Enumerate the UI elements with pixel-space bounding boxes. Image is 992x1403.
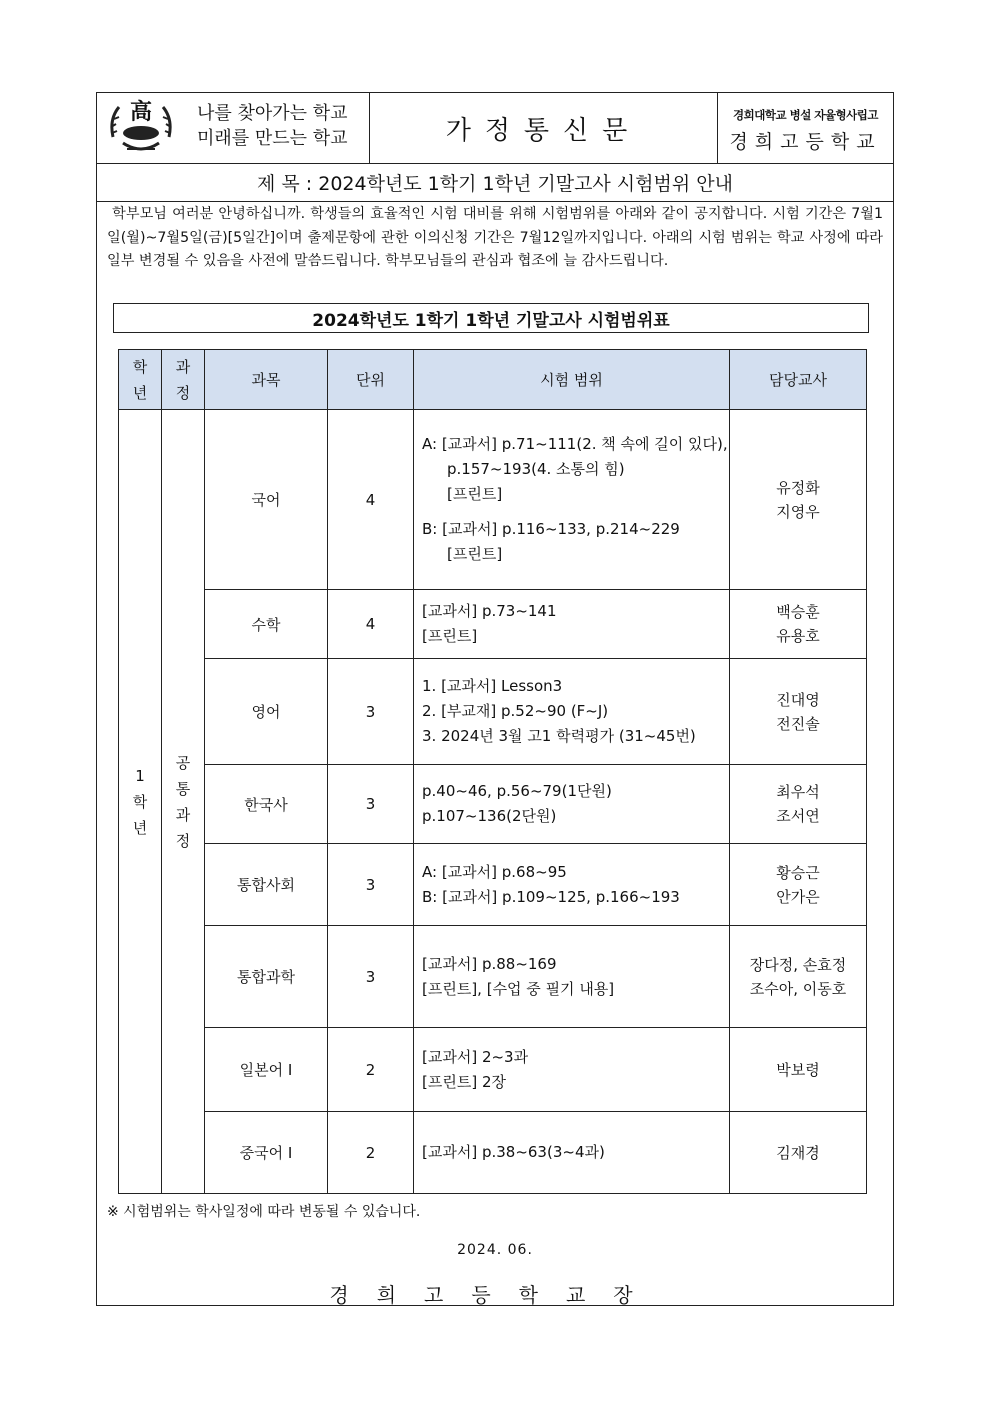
range-cell: A: [교과서] p.71~111(2. 책 속에 길이 있다), p.157~193(4. 소통의 힘) [프린트] B: [교과서] p.116~133, p.214~229 [프린트] [414,410,730,590]
letterhead [97,93,893,164]
header-range: 시험 범위 [414,350,730,410]
exam-range-table [118,349,867,1194]
teacher-cell: 백승훈 유용호 [730,590,867,659]
document-title: 제 목 : 2024학년도 1학기 1학년 기말고사 시험범위 안내 [97,163,893,202]
range-cell: [교과서] p.38~63(3~4과) [414,1112,730,1194]
header-grade: 학년 [119,350,162,410]
header-course: 과정 [162,350,205,410]
teacher-cell: 유정화 지영우 [730,410,867,590]
unit-cell: 3 [328,765,414,844]
range-cell: 1. [교과서] Lesson3 2. [부교재] p.52~90 (F~J) 3. 2024년 3월 고1 학력평가 (31~45번) [414,659,730,765]
school-name: 경희고등학교 [729,131,882,153]
document-type: 가정통신문 [370,93,718,163]
unit-cell: 2 [328,1028,414,1112]
grade-cell: 1학년 [119,410,162,1194]
table-header-row [119,350,867,410]
teacher-cell: 진대영 전진솔 [730,659,867,765]
footnote: ※ 시험범위는 학사일정에 따라 변동될 수 있습니다. [107,1204,421,1220]
document-frame [96,92,894,1306]
teacher-cell: 황승근 안가은 [730,844,867,926]
header-subject: 과목 [205,350,328,410]
unit-cell: 4 [328,410,414,590]
unit-cell: 3 [328,844,414,926]
unit-cell: 3 [328,659,414,765]
subject-cell: 중국어 Ⅰ [205,1112,328,1194]
intro-paragraph [107,203,883,274]
range-cell: [교과서] 2~3과 [프린트] 2장 [414,1028,730,1112]
table-row [119,844,867,926]
subject-cell: 한국사 [205,765,328,844]
unit-cell: 3 [328,926,414,1028]
range-cell: [교과서] p.88~169 [프린트], [수업 중 필기 내용] [414,926,730,1028]
teacher-cell: 김재경 [730,1112,867,1194]
table-row [119,926,867,1028]
motto-line-2: 미래를 만드는 학교 [197,128,348,149]
table-row [119,1112,867,1194]
subject-cell: 국어 [205,410,328,590]
teacher-cell: 최우석 조서연 [730,765,867,844]
table-row [119,590,867,659]
table-row [119,765,867,844]
school-logo-emblem [105,97,177,159]
range-cell: A: [교과서] p.68~95 B: [교과서] p.109~125, p.166~193 [414,844,730,926]
principal-signature: 경희고등학교장 [329,1283,661,1307]
range-cell: p.40~46, p.56~79(1단원) p.107~136(2단원) [414,765,730,844]
header-teacher: 담당교사 [730,350,867,410]
subject-cell: 영어 [205,659,328,765]
school-affiliation: 경희대학교 병설 자율형사립고 [733,108,878,122]
school-identity [718,93,893,163]
issue-date: 2024. 06. [457,1242,533,1258]
subject-cell: 수학 [205,590,328,659]
table-title: 2024학년도 1학기 1학년 기말고사 시험범위표 [113,303,869,333]
teacher-cell: 박보령 [730,1028,867,1112]
logo-character: 高 [129,99,153,125]
table-row [119,1028,867,1112]
school-motto [197,101,348,151]
range-cell: [교과서] p.73~141 [프린트] [414,590,730,659]
table-row [119,659,867,765]
subject-cell: 통합과학 [205,926,328,1028]
intro-text: 학부모님 여러분 안녕하십니까. 학생들의 효율적인 시험 대비를 위해 시험범위를 아래와 같이 공지합니다. 시험 기간은 7월1일(월)~7월5일(금)[5일간]이며 출제문항에 관한 이의신청 기간은 7월12일까지입니다. 아래의 시험 범위는 학교 사정에 따라 일부 변경될 수 있음을 사전에 말씀드립니다. 학부모님들의 관심과 협조에 늘 감사드립니다. [107,206,884,269]
unit-cell: 4 [328,590,414,659]
header-unit: 단위 [328,350,414,410]
subject-cell: 통합사회 [205,844,328,926]
teacher-cell: 장다정, 손효정 조수아, 이동호 [730,926,867,1028]
motto-line-1: 나를 찾아가는 학교 [197,103,348,124]
table-row [119,410,867,590]
course-cell: 공통과정 [162,410,205,1194]
subject-cell: 일본어 Ⅰ [205,1028,328,1112]
unit-cell: 2 [328,1112,414,1194]
letterhead-left [97,93,370,163]
